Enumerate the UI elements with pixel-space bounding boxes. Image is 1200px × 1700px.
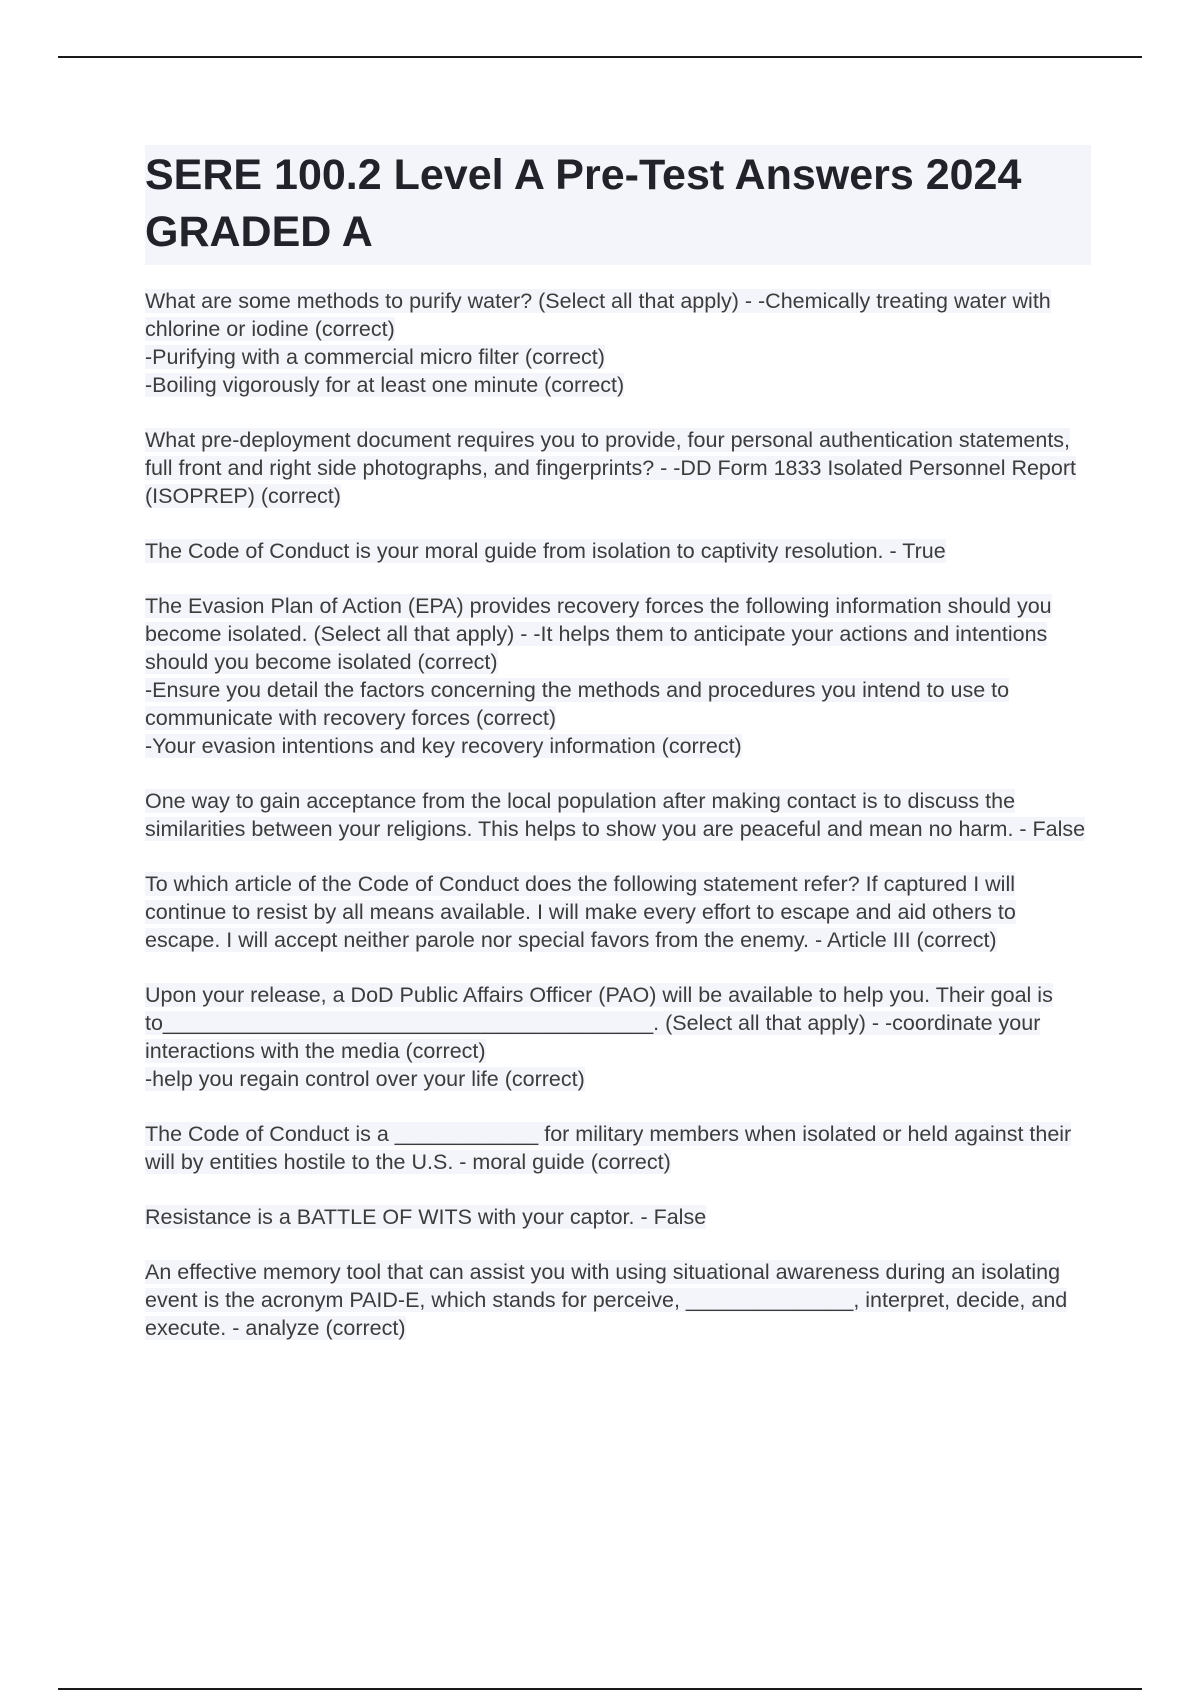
qa-item <box>145 870 1091 954</box>
document-body <box>145 145 1091 1369</box>
qa-answer-line: -Ensure you detail the factors concerning the methods and procedures you intend to use to communicate with recovery forces (correct) <box>145 678 1010 730</box>
qa-item <box>145 537 1091 565</box>
qa-item <box>145 1258 1091 1342</box>
qa-question-text: One way to gain acceptance from the local population after making contact is to discuss the similarities between your religions. This helps to show you are peaceful and mean no harm. - False <box>145 789 1086 841</box>
qa-question-text: Resistance is a BATTLE OF WITS with your captor. - False <box>145 1205 707 1229</box>
qa-question-text: The Code of Conduct is your moral guide from isolation to captivity resolution. - True <box>145 539 946 563</box>
qa-item <box>145 287 1091 399</box>
qa-question-text: The Code of Conduct is a ____________ for military members when isolated or held against their will by entities hostile to the U.S. - moral guide (correct) <box>145 1122 1072 1174</box>
qa-question-text: The Evasion Plan of Action (EPA) provides recovery forces the following information should you become isolated. (Select all that apply) - -It helps them to anticipate your actions and intentions should you become isolated (correct) <box>145 594 1052 674</box>
qa-item <box>145 426 1091 510</box>
title-block <box>145 145 1091 265</box>
qa-list <box>145 287 1091 1342</box>
qa-answer-line: -Your evasion intentions and key recovery information (correct) <box>145 734 742 758</box>
qa-question-text: Upon your release, a DoD Public Affairs Officer (PAO) will be available to help you. Their goal is to_________________________________________. (Select all that apply) - -coordinate your interactions with the media (correct) <box>145 983 1053 1063</box>
document-title: SERE 100.2 Level A Pre-Test Answers 2024 GRADED A <box>145 151 1022 256</box>
qa-item <box>145 981 1091 1093</box>
qa-item <box>145 1203 1091 1231</box>
bottom-rule <box>58 1688 1142 1690</box>
qa-question-text: An effective memory tool that can assist you with using situational awareness during an isolating event is the acronym PAID-E, which stands for perceive, ______________, interpret, decide, and execute. - analyze (correct) <box>145 1260 1068 1340</box>
qa-item <box>145 787 1091 843</box>
qa-item <box>145 592 1091 760</box>
qa-question-text: To which article of the Code of Conduct does the following statement refer? If captured I will continue to resist by all means available. I will make every effort to escape and aid others to escape. I will accept neither parole nor special favors from the enemy. - Article III (correct) <box>145 872 1016 952</box>
qa-answer-line: -Purifying with a commercial micro filter (correct) <box>145 345 605 369</box>
top-rule <box>58 56 1142 58</box>
qa-question-text: What are some methods to purify water? (Select all that apply) - -Chemically treating water with chlorine or iodine (correct) <box>145 289 1051 341</box>
qa-item <box>145 1120 1091 1176</box>
qa-answer-line: -help you regain control over your life (correct) <box>145 1067 585 1091</box>
qa-question-text: What pre-deployment document requires you to provide, four personal authentication statements, full front and right side photographs, and fingerprints? - -DD Form 1833 Isolated Personnel Report (ISOPREP) (correct) <box>145 428 1076 508</box>
qa-answer-line: -Boiling vigorously for at least one minute (correct) <box>145 373 625 397</box>
